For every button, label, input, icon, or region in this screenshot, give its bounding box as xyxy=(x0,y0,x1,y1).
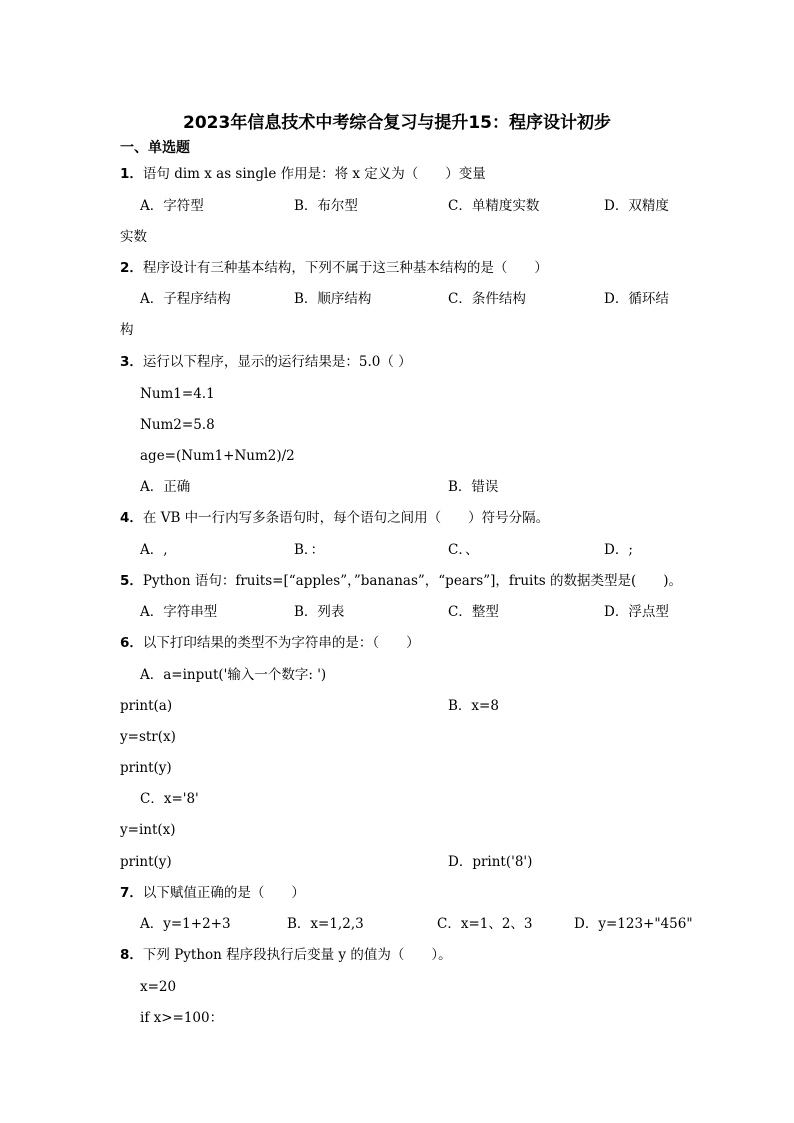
q4-option-d: D．; xyxy=(604,542,633,558)
q2-option-b: B．顺序结构 xyxy=(294,291,372,307)
question-8 xyxy=(120,947,452,963)
question-number: 7． xyxy=(120,885,143,901)
code-line: Num2=5.8 xyxy=(140,417,215,433)
q2-option-d-continued: 构 xyxy=(120,322,134,338)
question-3 xyxy=(120,354,412,370)
q1-option-d-continued: 实数 xyxy=(120,229,147,245)
question-6 xyxy=(120,635,420,651)
question-4 xyxy=(120,510,549,526)
question-text: 语句 dim x as single 作用是：将 x 定义为（ ）变量 xyxy=(142,166,486,182)
code-line: if x>=100： xyxy=(140,1010,224,1026)
question-number: 8． xyxy=(120,947,143,963)
question-7 xyxy=(120,885,305,901)
question-number: 4． xyxy=(120,510,143,526)
code-line: print(y) xyxy=(120,760,172,776)
q1-option-c: C．单精度实数 xyxy=(448,198,540,214)
q7-option-c: C．x=1、2、3 xyxy=(437,916,533,932)
question-text: 以下赋值正确的是（ ） xyxy=(142,885,305,901)
q2-option-a: A．子程序结构 xyxy=(140,291,231,307)
question-text: 在 VB 中一行内写多条语句时，每个语句之间用（ ）符号分隔。 xyxy=(142,510,550,526)
q3-option-b: B．错误 xyxy=(448,479,499,495)
page-title: 2023年信息技术中考综合复习与提升15：程序设计初步 xyxy=(183,113,611,133)
question-number: 5． xyxy=(120,573,143,589)
q6-option-c: C．x='8' xyxy=(140,791,199,807)
q2-option-c: C．条件结构 xyxy=(448,291,526,307)
question-text: 下列 Python 程序段执行后变量 y 的值为（ ）。 xyxy=(142,947,452,963)
q4-option-b: B．： xyxy=(294,542,325,558)
question-number: 3． xyxy=(120,354,143,370)
q6-option-d: D．print('8') xyxy=(448,854,533,870)
q5-option-a: A．字符串型 xyxy=(140,604,218,620)
q7-option-b: B．x=1,2,3 xyxy=(287,916,364,932)
question-number: 6． xyxy=(120,635,143,651)
code-line: y=str(x) xyxy=(120,729,176,745)
q1-option-b: B．布尔型 xyxy=(294,198,358,214)
code-line: print(a) xyxy=(120,698,173,714)
question-2 xyxy=(120,260,548,276)
q7-option-d: D．y=123+"456" xyxy=(574,916,693,932)
q5-option-d: D．浮点型 xyxy=(604,604,669,620)
code-line: Num1=4.1 xyxy=(140,386,215,402)
q4-option-c: C．、 xyxy=(448,542,479,558)
question-text: 运行以下程序，显示的运行结果是：5.0（ ） xyxy=(142,354,412,370)
code-line: print(y) xyxy=(120,854,172,870)
q7-option-a: A．y=1+2+3 xyxy=(140,916,231,932)
question-1 xyxy=(120,166,486,182)
q5-option-c: C．整型 xyxy=(448,604,499,620)
question-text: 以下打印结果的类型不为字符串的是：（ ） xyxy=(142,635,420,651)
q5-option-b: B．列表 xyxy=(294,604,345,620)
question-text: 程序设计有三种基本结构，下列不属于这三种基本结构的是（ ） xyxy=(142,260,548,276)
q3-option-a: A．正确 xyxy=(140,479,191,495)
question-number: 1． xyxy=(120,166,143,182)
q6-option-b: B．x=8 xyxy=(448,698,499,714)
question-text: Python 语句：fruits=[“apples”，”bananas”，“pears”]，fruits 的数据类型是( )。 xyxy=(142,573,683,589)
q6-option-a: A．a=input('输入一个数字: ') xyxy=(140,667,327,683)
section-heading: 一、单选题 xyxy=(120,140,190,156)
question-5 xyxy=(120,573,682,589)
q1-option-a: A．字符型 xyxy=(140,198,204,214)
question-number: 2． xyxy=(120,260,143,276)
code-line: y=int(x) xyxy=(120,822,176,838)
q4-option-a: A．, xyxy=(140,542,168,558)
q2-option-d: D．循环结 xyxy=(604,291,669,307)
q1-option-d: D．双精度 xyxy=(604,198,669,214)
code-line: age=(Num1+Num2)/2 xyxy=(140,448,295,464)
code-line: x=20 xyxy=(140,979,177,995)
